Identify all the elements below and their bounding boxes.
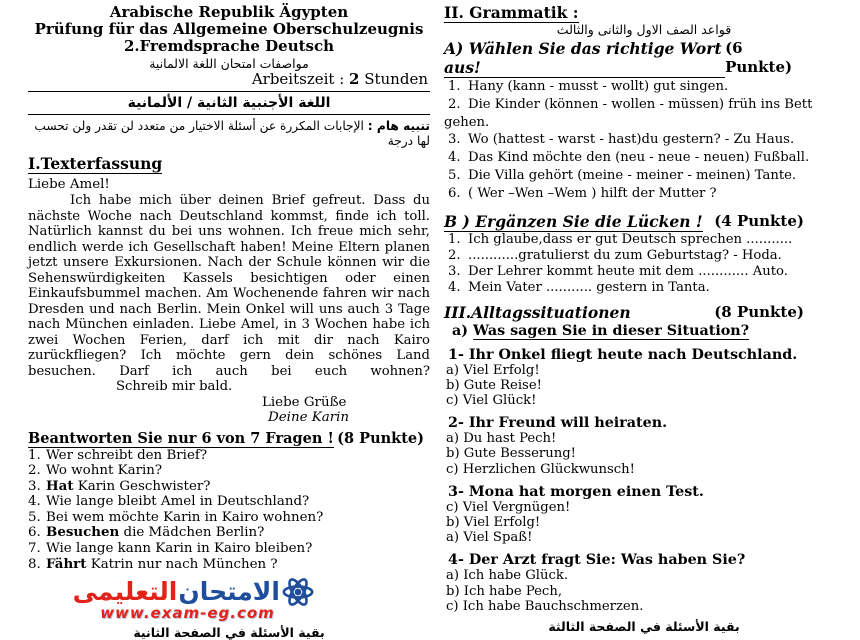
questions-heading bbox=[28, 430, 430, 448]
item-number: 4. bbox=[448, 279, 461, 295]
list-item bbox=[444, 149, 844, 167]
header-exam-title: Prüfung für das Allgemeine Oberschulzeugnis bbox=[34, 20, 424, 38]
list-item bbox=[28, 479, 430, 495]
item-bold-word: Fährt bbox=[46, 555, 87, 572]
item-text: Die Villa gehört (meine - meiner - meinen) Tante. bbox=[468, 167, 797, 183]
logo-brand-red: التعليمى bbox=[72, 577, 178, 607]
partB-list bbox=[444, 232, 844, 296]
list-item bbox=[28, 510, 430, 526]
atom-icon bbox=[281, 577, 315, 607]
item-text: Wie lange kann Karin in Kairo bleiben? bbox=[46, 541, 313, 557]
item-bold-word: Hat bbox=[46, 477, 74, 494]
partA-title: A) Wählen Sie das richtige Wort aus! bbox=[444, 39, 725, 78]
arabic-notice bbox=[28, 119, 430, 149]
item-number: 6. bbox=[28, 525, 41, 541]
notice-bold: تنبيه هام : bbox=[367, 119, 430, 133]
letter-signature: Deine Karin bbox=[268, 410, 350, 425]
letter-salutation: Liebe Amel! bbox=[28, 177, 110, 192]
item-text: Das Kind möchte den (neu - neue - neuen) Fußball. bbox=[468, 150, 810, 166]
list-item bbox=[28, 525, 430, 541]
worktime-hours: 2 bbox=[349, 70, 360, 88]
situation-block bbox=[444, 347, 844, 409]
partA-points: (6 Punkte) bbox=[725, 39, 793, 76]
logo-row bbox=[60, 577, 315, 607]
item-text: Katrin nur nach München ? bbox=[86, 556, 278, 572]
list-item bbox=[444, 96, 844, 132]
alltag-subheading bbox=[452, 323, 844, 340]
situations-list bbox=[444, 347, 844, 614]
situation-question: 2- Ihr Freund will heiraten. bbox=[448, 415, 668, 432]
header-subject-line: 2.Fremdsprache Deutsch bbox=[123, 37, 335, 55]
partA-list bbox=[444, 78, 844, 203]
item-number: 8. bbox=[28, 556, 41, 572]
situation-option: c) Ich habe Bauchschmerzen. bbox=[446, 598, 644, 614]
item-number: 2. bbox=[448, 247, 461, 263]
item-text: Wer schreibt den Brief? bbox=[46, 447, 208, 463]
alltag-sub-prefix: a) bbox=[452, 322, 469, 339]
situation-option: c) Herzlichen Glückwunsch! bbox=[446, 461, 635, 477]
list-item bbox=[444, 185, 844, 203]
situation-question: 3- Mona hat morgen einen Test. bbox=[448, 483, 704, 500]
list-item bbox=[444, 167, 844, 185]
list-item bbox=[28, 448, 430, 464]
list-item bbox=[28, 557, 430, 573]
alltag-sub-text: Was sagen Sie in dieser Situation? bbox=[473, 322, 750, 339]
partB-title: B ) Ergänzen Sie die Lücken ! bbox=[444, 211, 703, 231]
situation-question: 1- Ihr Onkel fliegt heute nach Deutschland. bbox=[448, 346, 798, 363]
item-text: Karin Geschwister? bbox=[73, 478, 211, 494]
exam-eg-logo bbox=[60, 577, 315, 622]
grammatik-arabic-subtitle: قواعد الصف الاول والثانى والثالث bbox=[556, 22, 732, 37]
situation-option: b) Viel Erfolg! bbox=[446, 515, 541, 530]
situation-question: 4- Der Arzt fragt Sie: Was haben Sie? bbox=[448, 552, 746, 569]
item-number: 2. bbox=[28, 463, 41, 479]
alltag-points: (8 Punkte) bbox=[714, 302, 804, 321]
right-column bbox=[436, 0, 860, 635]
item-text: Wie lange bleibt Amel in Deutschland? bbox=[46, 494, 310, 510]
questions-list bbox=[28, 448, 430, 573]
situation-block bbox=[444, 552, 844, 614]
situation-option: b) Gute Besserung! bbox=[446, 446, 576, 462]
logo-url: www.exam-eg.com bbox=[100, 604, 275, 623]
item-text: Der Lehrer kommt heute mit dem ............ Auto. bbox=[468, 263, 788, 279]
partB-points: (4 Punkte) bbox=[714, 211, 804, 230]
worktime-suffix: Stunden bbox=[359, 70, 428, 88]
questions-points: (8 Punkte) bbox=[337, 429, 424, 447]
list-item bbox=[28, 541, 430, 557]
item-number: 3. bbox=[448, 263, 461, 279]
item-text: ............gratulierst du zum Geburtstag? - Hoda. bbox=[468, 247, 782, 263]
list-item bbox=[444, 248, 844, 264]
situation-option: b) Gute Reise! bbox=[446, 377, 542, 393]
grammatik-title: II. Grammatik : bbox=[444, 3, 579, 22]
partB-heading bbox=[444, 212, 844, 232]
item-number: 4. bbox=[28, 494, 41, 510]
right-footer-note: بقية الأسئلة في الصفحة الثالثة bbox=[548, 619, 740, 635]
letter-closing-greeting: Liebe Grüße bbox=[262, 394, 347, 410]
item-text: ( Wer –Wen –Wem ) hilft der Mutter ? bbox=[468, 185, 717, 201]
situation-block bbox=[444, 415, 844, 477]
item-number: 4. bbox=[448, 150, 461, 166]
item-number: 5. bbox=[28, 509, 41, 525]
list-item bbox=[444, 78, 844, 96]
questions-title: Beantworten Sie nur 6 von 7 Fragen ! bbox=[28, 429, 334, 447]
worktime-label: Arbeitszeit : bbox=[251, 70, 350, 88]
list-item bbox=[444, 232, 844, 248]
item-text: Ich glaube,dass er gut Deutsch sprechen ........... bbox=[468, 231, 793, 247]
situation-option: b) Ich habe Pech, bbox=[446, 583, 563, 599]
list-item bbox=[444, 264, 844, 280]
header-country: Arabische Republik Ägypten bbox=[109, 3, 349, 21]
subject-banner: اللغة الأجنبية الثانية / الألمانية bbox=[28, 91, 430, 115]
item-text: die Mädchen Berlin? bbox=[119, 525, 265, 541]
item-text: Mein Vater ........... gestern in Tanta. bbox=[468, 279, 710, 295]
section1-title: I.Texterfassung bbox=[28, 154, 163, 173]
alltag-title: III.Alltagssituationen bbox=[444, 302, 631, 322]
logo-brand-blue: الامتحان bbox=[178, 577, 280, 607]
left-footer-note: بقية الأسئلة في الصفحة الثانية bbox=[133, 625, 325, 640]
situation-option: c) Viel Vergnügen! bbox=[446, 499, 571, 515]
situation-option: a) Ich habe Glück. bbox=[446, 568, 569, 584]
item-text: Wo wohnt Karin? bbox=[46, 463, 163, 479]
list-item bbox=[444, 131, 844, 149]
header-arabic-spec: مواصفات امتحان اللغة الالمانية bbox=[149, 56, 309, 71]
item-bold-word: Besuchen bbox=[46, 524, 120, 541]
item-number: 3. bbox=[448, 132, 461, 148]
item-number: 7. bbox=[28, 541, 41, 557]
partA-heading bbox=[444, 39, 844, 78]
situation-block bbox=[444, 484, 844, 546]
item-number: 1. bbox=[448, 231, 461, 247]
item-number: 5. bbox=[448, 167, 461, 183]
item-text: Hany (kann - musst - wollt) gut singen. bbox=[468, 79, 729, 94]
letter-closing-inline: Schreib mir bald. bbox=[116, 379, 233, 394]
situation-option: a) Viel Erfolg! bbox=[446, 362, 540, 378]
situation-option: c) Viel Glück! bbox=[446, 392, 537, 408]
list-item bbox=[28, 494, 430, 510]
situation-option: a) Viel Spaß! bbox=[446, 530, 533, 546]
letter-text: Ich habe mich über deinen Brief gefreut. Dass du nächste Woche nach Deutschland kommst, finde ich toll. Natürlich kannst du bei uns wohnen. Ich freue mich sehr, endlich werde ich Gesellschaft haben! Meine Eltern planen jetzt unsere Exkursionen. Nach der Schule können wir die Sehenswürdigkeiten Kassels besichtigen oder einen Einkaufsbummel machen. Am Wochenende fahren wir nach Dresden und nach Berlin. Mein Onkel will uns auch 3 Tage nach München einladen. Liebe Amel, in 3 Wochen habe ich zwei Wochen Ferien, darf ich mit dir nach Kairo zurückfliegen? Ich möchte gern dein schönes Land besuchen. Darf ich auch bei euch wohnen? bbox=[28, 193, 430, 379]
item-number: 2. bbox=[448, 96, 461, 112]
worktime-line bbox=[28, 71, 430, 88]
item-text: Bei wem möchte Karin in Kairo wohnen? bbox=[46, 509, 324, 525]
alltag-heading bbox=[444, 303, 844, 322]
notice-rest: الإجابات المكررة عن أسئلة الاختيار من متعدد لن تقدر ولن تحسب لها درجة bbox=[34, 119, 430, 148]
item-number: 6. bbox=[448, 185, 461, 201]
item-text: Wo (hattest - warst - hast)du gestern? - Zu Haus. bbox=[468, 132, 795, 148]
list-item bbox=[28, 463, 430, 479]
list-item bbox=[444, 280, 844, 296]
situation-option: a) Du hast Pech! bbox=[446, 431, 557, 447]
letter-body bbox=[28, 193, 430, 395]
item-number: 3. bbox=[28, 478, 41, 494]
item-text: Die Kinder (können - wollen - müssen) früh ins Bett gehen. bbox=[444, 96, 813, 130]
item-number: 1. bbox=[448, 79, 461, 94]
item-number: 1. bbox=[28, 447, 41, 463]
